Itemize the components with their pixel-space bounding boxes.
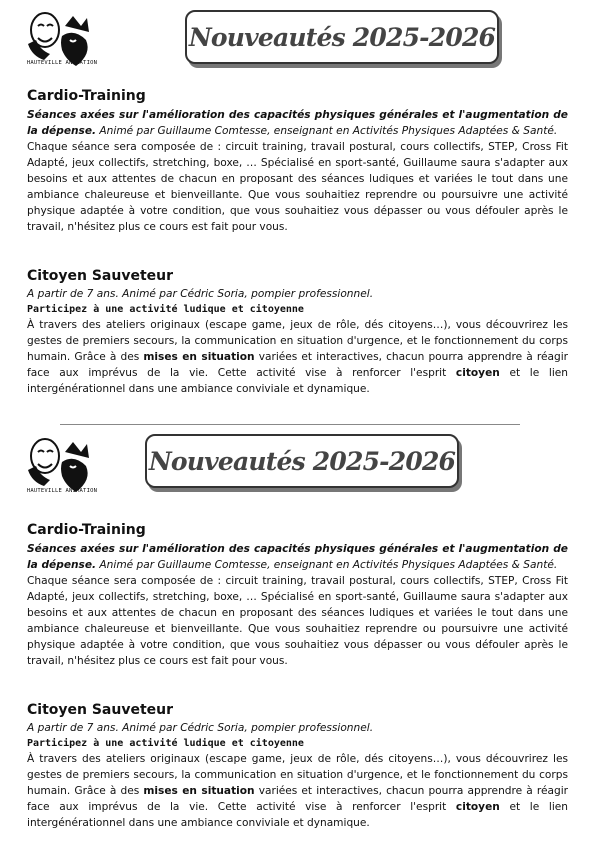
- citoyen-body-part-1: À travers des ateliers originaux (escape game, jeux de rôle, dés citoyens…), vous découvrirez les gestes de premiers secours, la communication en situation d'urgence, et le fonctionnement du corps humain. Grâce à des: [27, 319, 568, 363]
- citoyen-section: [27, 702, 568, 831]
- cardio-lead-animator: Animé par Guillaume Comtesse, enseignant en Activités Physiques Adaptées & Santé.: [96, 125, 558, 137]
- cardio-heading: Cardio-Training: [27, 88, 146, 104]
- citoyen-body: [27, 317, 568, 397]
- citoyen-subtitle: A partir de 7 ans. Animé par Cédric Soria, pompier professionnel.: [27, 288, 374, 300]
- citoyen-section: [27, 268, 568, 397]
- cardio-heading: Cardio-Training: [27, 522, 146, 538]
- citoyen-heading: Citoyen Sauveteur: [27, 702, 174, 718]
- flyer-top: [0, 0, 596, 420]
- page-title: Nouveautés 2025-2026: [148, 446, 456, 476]
- cardio-section: [27, 88, 568, 235]
- citoyen-bold-2: citoyen: [455, 367, 500, 379]
- citoyen-body-part-1: À travers des ateliers originaux (escape game, jeux de rôle, dés citoyens…), vous découvrirez les gestes de premiers secours, la communication en situation d'urgence, et le fonctionnement du corps humain. Grâce à des: [27, 753, 568, 797]
- citoyen-call: Participez à une activité ludique et citoyenne: [27, 304, 304, 315]
- cardio-lead-bold: Séances axées sur l'amélioration des capacités physiques générales et l'augmentation de la dépense.: [27, 543, 568, 571]
- cardio-body: Chaque séance sera composée de : circuit training, travail postural, cours collectifs, STEP, Cross Fit Adapté, jeux collectifs, stretching, boxe, … Spécialisé en sport-santé, Guillaume saura s'adapter aux besoins et aux attentes de chacun en proposant des séances ludiques et variées le tout dans une ambiance chaleureuse et bienveillante. Que vous souhaitiez reprendre ou poursuivre une activité physique adaptée à votre condition, que vous souhaitiez vous dépasser ou vous défouler après le travail, n'hésitez plus ce cours est fait pour vous.: [27, 575, 568, 667]
- citoyen-call: Participez à une activité ludique et citoyenne: [27, 738, 304, 749]
- cardio-lead-animator: Animé par Guillaume Comtesse, enseignant en Activités Physiques Adaptées & Santé.: [96, 559, 558, 571]
- title-banner: [145, 434, 459, 488]
- citoyen-bold-2: citoyen: [455, 801, 500, 813]
- citoyen-body-part-3: et le lien intergénérationnel dans une ambiance conviviale et dynamique.: [27, 801, 568, 829]
- cardio-lead-bold: Séances axées sur l'amélioration des capacités physiques générales et l'augmentation de la dépense.: [27, 109, 568, 137]
- cardio-lead: [27, 541, 568, 573]
- flyer-bottom: [0, 430, 596, 850]
- citoyen-body-part-2: variées et interactives, chacun pourra apprendre à réagir face aux imprévus de la vie. Cette activité vise à renforcer l'esprit: [27, 785, 569, 813]
- citoyen-bold-1: mises en situation: [143, 351, 255, 363]
- citoyen-bold-1: mises en situation: [143, 785, 255, 797]
- title-banner: [185, 10, 499, 64]
- citoyen-heading: Citoyen Sauveteur: [27, 268, 174, 284]
- citoyen-body-part-3: et le lien intergénérationnel dans une ambiance conviviale et dynamique.: [27, 367, 568, 395]
- cardio-body: Chaque séance sera composée de : circuit training, travail postural, cours collectifs, STEP, Cross Fit Adapté, jeux collectifs, stretching, boxe, … Spécialisé en sport-santé, Guillaume saura s'adapter aux besoins et aux attentes de chacun en proposant des séances ludiques et variées le tout dans une ambiance chaleureuse et bienveillante. Que vous souhaitiez reprendre ou poursuivre une activité physique adaptée à votre condition, que vous souhaitiez vous dépasser ou vous défouler après le travail, n'hésitez plus ce cours est fait pour vous.: [27, 141, 568, 233]
- cardio-section: [27, 522, 568, 669]
- logo-caption: HAUTEVILLE ANIMATION: [26, 60, 98, 66]
- citoyen-subtitle: A partir de 7 ans. Animé par Cédric Soria, pompier professionnel.: [27, 722, 374, 734]
- cardio-lead: [27, 107, 568, 139]
- citoyen-body-part-2: variées et interactives, chacun pourra apprendre à réagir face aux imprévus de la vie. Cette activité vise à renforcer l'esprit: [27, 351, 569, 379]
- separator-line: [60, 424, 520, 425]
- page-title: Nouveautés 2025-2026: [188, 22, 496, 52]
- citoyen-body: [27, 751, 568, 831]
- logo-caption: HAUTEVILLE ANIMATION: [26, 488, 98, 494]
